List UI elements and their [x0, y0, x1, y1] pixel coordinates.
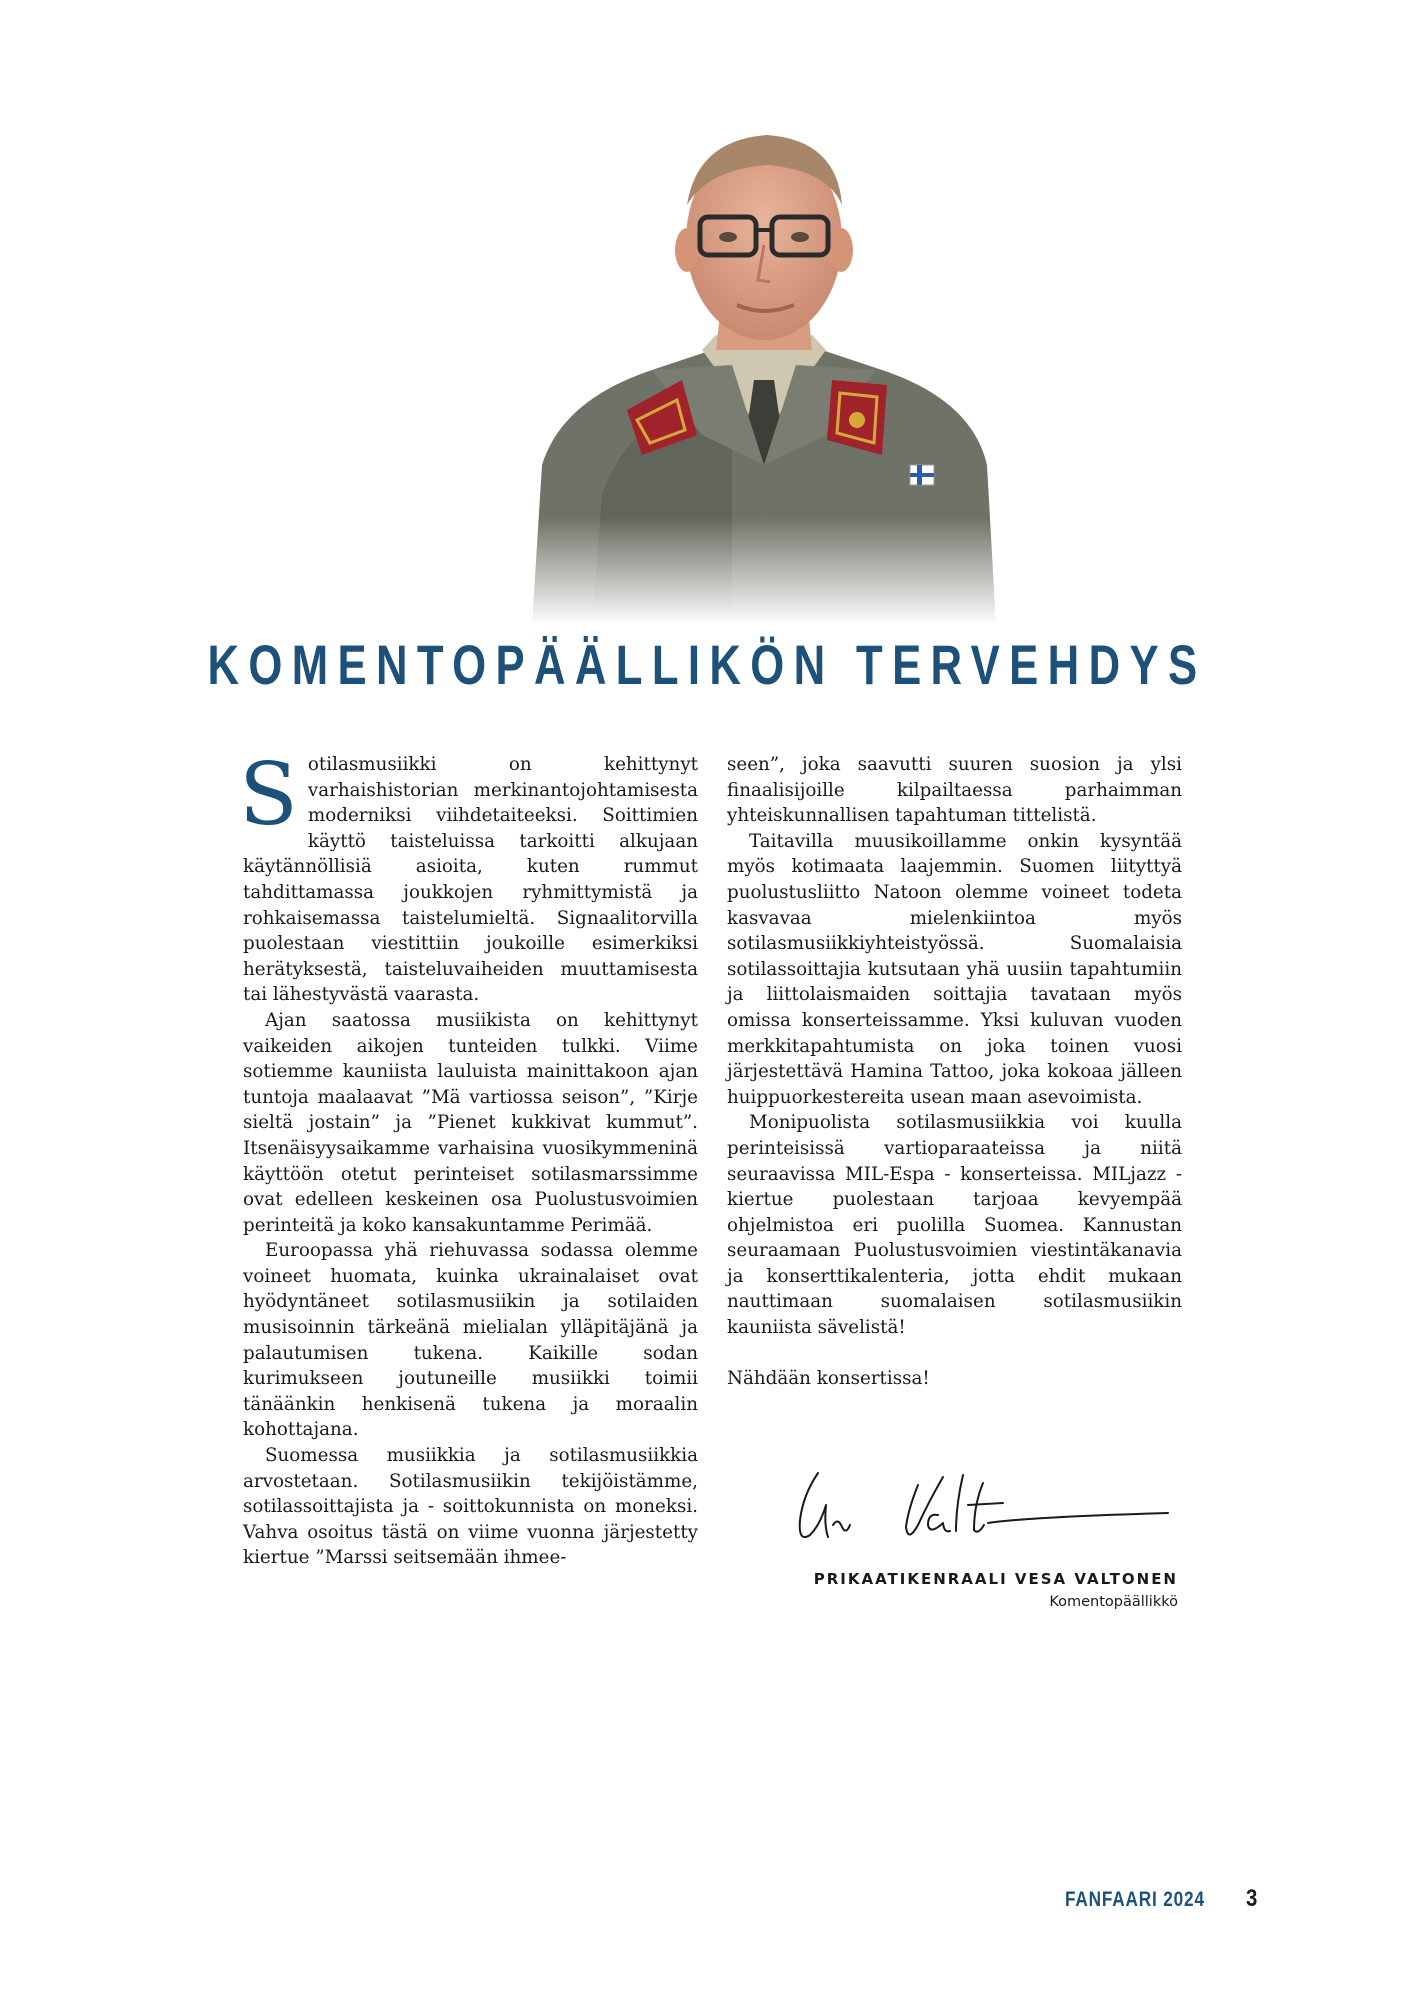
- article-paragraph: Suomessa musiikkia ja sotilasmusiikkia arvostetaan. Sotilasmusiikin tekijöistämme, sotilassoittajista ja - soittokunnista on moneksi. Vahva osoitus tästä on viime vuonna järjestetty kiertue ”Marssi seitsemään ihmee-: [243, 1445, 698, 1569]
- article-paragraph: Sotilasmusiikki on kehittynyt varhaishistorian merkinantojohtamisesta moderniksi viihdetaiteeksi. Soittimien käyttö taisteluissa tarkoitti alkujaan käytännöllisiä asioita, kuten rummut tahdittamassa joukkojen ryhmittymistä ja rohkaisemassa taistelumieltä. Signaalitorvilla puolestaan viestittiin joukoille esimerkiksi herätyksestä, taisteluvaiheiden muuttamisesta tai lähestyvästä vaarasta.: [239, 745, 698, 1006]
- page-number: 3: [1246, 1885, 1258, 1912]
- closing-line: Nähdään konsertissa!: [727, 1367, 930, 1389]
- page-title: KOMENTOPÄÄLLIKÖN TERVEHDYS: [207, 633, 1207, 696]
- article-column-right: [727, 752, 1182, 1391]
- drop-cap: S: [239, 745, 298, 845]
- portrait-photo: [532, 135, 996, 625]
- article-paragraph: seen”, joka saavutti suuren suosion ja ylsi finaalisijoille kilpailtaessa parhaimman yhteiskunnallisen tapahtuman tittelistä.: [727, 754, 1182, 827]
- handwritten-signature: [778, 1465, 1178, 1555]
- article-paragraph: Monipuolista sotilasmusiikkia voi kuulla perinteisissä vartioparaateissa ja niitä seuraavissa MIL-Espa - konserteissa. MILjazz -kiertue puolestaan tarjoaa kevyempää ohjelmistoa eri puolilla Suomea. Kannustan seuraamaan Puolustusvoimien viestintäkanavia ja konserttikalenteria, jotta ehdit mukaan nauttimaan suomalaisen sotilasmusiikin kauniista sävelistä!: [727, 1112, 1182, 1339]
- signatory-name: PRIKAATIKENRAALI VESA VALTONEN: [813, 1570, 1178, 1588]
- article-column-left: [239, 745, 698, 1571]
- signatory-role: Komentopäällikkö: [1049, 1594, 1178, 1610]
- article-paragraph: Euroopassa yhä riehuvassa sodassa olemme voineet huomata, kuinka ukrainalaiset ovat hyödyntäneet sotilasmusiikin ja sotilaiden musisoinnin tärkeänä mielialan ylläpitäjänä ja palautumisen tukena. Kaikille sodan kurimukseen joutuneille musiikki toimii tänäänkin henkisenä tukena ja moraalin kohottajana.: [243, 1240, 698, 1441]
- footer-publication: FANFAARI 2024: [1065, 1888, 1205, 1911]
- article-paragraph: Taitavilla muusikoillamme onkin kysyntää myös kotimaata laajemmin. Suomen liityttyä puolustusliitto Natoon olemme voineet todeta kasvavaa mielenkiintoa myös sotilasmusiikkiyhteistyössä. Suomalaisia sotilassoittajia kutsutaan yhä uusiin tapahtumiin ja liittolaismaiden soittajia tavataan myös omissa konserteissamme. Yksi kuluvan vuoden merkkitapahtumista on joka toinen vuosi järjestettävä Hamina Tattoo, joka kokoaa jälleen huippuorkestereita usean maan asevoimista.: [727, 830, 1182, 1108]
- article-paragraph: Ajan saatossa musiikista on kehittynyt vaikeiden aikojen tunteiden tulkki. Viime sotiemme kauniista lauluista mainittakoon ajan tuntoja maalaavat ”Mä vartiossa seison”, ”Kirje sieltä jostain” ja ”Pienet kukkivat kummut”. Itsenäisyysaikamme varhaisina vuosikymmeninä käyttöön otetut perinteiset sotilasmarssimme ovat edelleen keskeinen osa Puolustusvoimien perinteitä ja koko kansakuntamme Perimää.: [243, 1009, 698, 1236]
